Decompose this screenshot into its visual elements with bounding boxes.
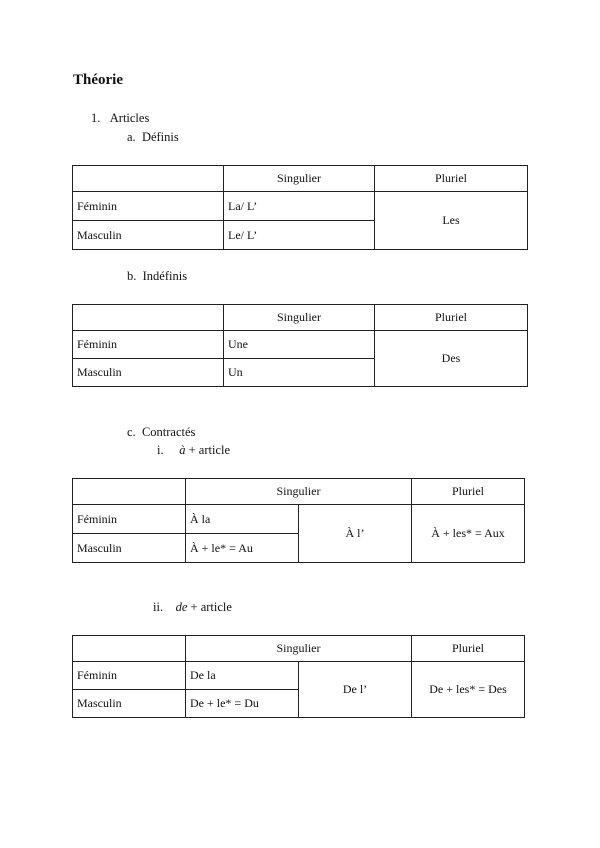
header-pluriel: Pluriel <box>412 636 525 662</box>
header-pluriel: Pluriel <box>375 305 528 331</box>
cell-elided: À l’ <box>299 505 412 563</box>
header-pluriel: Pluriel <box>412 479 525 505</box>
table-cell-empty <box>73 166 224 192</box>
row-label-feminin: Féminin <box>73 662 186 690</box>
subsection-label: Contractés <box>141 425 196 439</box>
cell-pluriel: À + les* = Aux <box>412 505 525 563</box>
subsubsection-heading-a-article <box>157 443 230 458</box>
cell-singulier-masculin: De + le* = Du <box>186 690 299 718</box>
table-cell-empty <box>73 636 186 662</box>
cell-singulier-feminin: De la <box>186 662 299 690</box>
table-header-row <box>73 479 525 505</box>
cell-singulier-masculin: Le/ L’ <box>224 221 375 250</box>
cell-singulier-feminin: À la <box>186 505 299 534</box>
table-row <box>73 662 525 690</box>
header-singulier: Singulier <box>186 479 412 505</box>
cell-elided: De l’ <box>299 662 412 718</box>
header-singulier: Singulier <box>224 166 375 192</box>
header-singulier: Singulier <box>186 636 412 662</box>
list-number: 1. <box>91 111 101 125</box>
list-letter: c. <box>127 425 136 439</box>
header-pluriel: Pluriel <box>375 166 528 192</box>
table-row <box>73 192 528 221</box>
page-title: Théorie <box>73 72 123 88</box>
cell-singulier-feminin: La/ L’ <box>224 192 375 221</box>
subsection-heading-definis <box>127 130 179 145</box>
list-letter: b. <box>127 269 137 283</box>
subsubsection-label: + article <box>185 443 231 457</box>
row-label-masculin: Masculin <box>73 534 186 563</box>
table-cell-empty <box>73 479 186 505</box>
cell-singulier-masculin: À + le* = Au <box>186 534 299 563</box>
list-roman: ii. <box>153 600 164 614</box>
table-contractes-a <box>72 478 525 563</box>
subsection-heading-indefinis <box>127 269 187 284</box>
section-heading-articles <box>91 111 149 126</box>
table-row <box>73 331 528 359</box>
row-label-masculin: Masculin <box>73 221 224 250</box>
preposition: de <box>175 600 188 614</box>
table-contractes-de <box>72 635 525 718</box>
cell-singulier-feminin: Une <box>224 331 375 359</box>
cell-pluriel: Des <box>375 331 528 387</box>
list-roman: i. <box>157 443 164 457</box>
cell-pluriel: Les <box>375 192 528 250</box>
subsection-label: Définis <box>141 130 179 144</box>
row-label-masculin: Masculin <box>73 359 224 387</box>
subsection-label: Indéfinis <box>142 269 188 283</box>
table-definis <box>72 165 528 250</box>
subsection-heading-contractes <box>127 425 195 440</box>
table-row <box>73 505 525 534</box>
list-letter: a. <box>127 130 136 144</box>
table-header-row <box>73 636 525 662</box>
cell-pluriel: De + les* = Des <box>412 662 525 718</box>
section-label: Articles <box>109 111 150 125</box>
row-label-feminin: Féminin <box>73 192 224 221</box>
row-label-feminin: Féminin <box>73 505 186 534</box>
table-cell-empty <box>73 305 224 331</box>
row-label-masculin: Masculin <box>73 690 186 718</box>
cell-singulier-masculin: Un <box>224 359 375 387</box>
preposition: à <box>179 443 186 457</box>
subsubsection-heading-de-article <box>153 600 232 615</box>
table-indefinis <box>72 304 528 387</box>
row-label-feminin: Féminin <box>73 331 224 359</box>
table-header-row <box>73 166 528 192</box>
subsubsection-label: + article <box>187 600 232 614</box>
header-singulier: Singulier <box>224 305 375 331</box>
table-header-row <box>73 305 528 331</box>
